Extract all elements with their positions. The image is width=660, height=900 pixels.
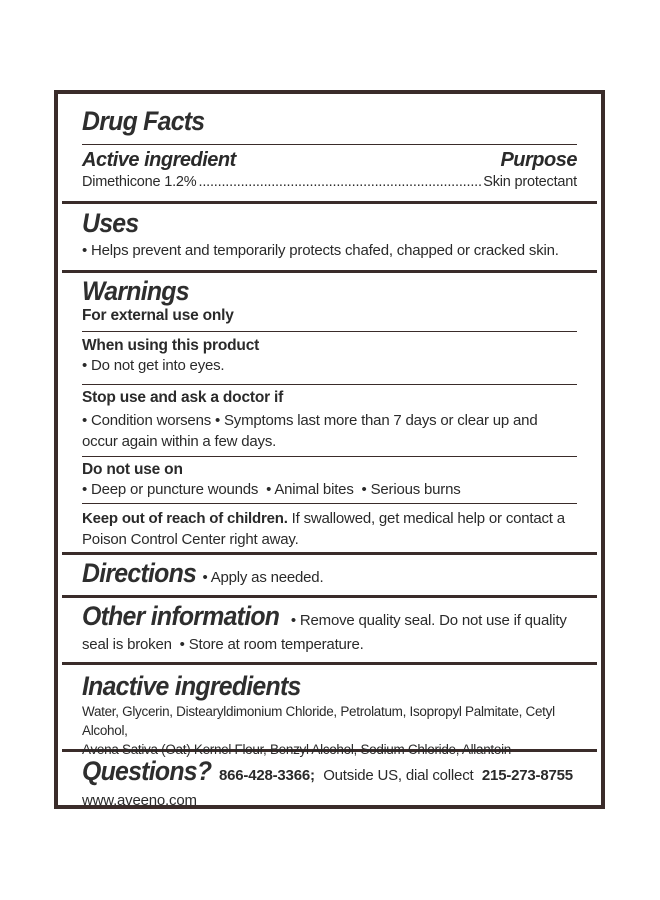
warnings-section	[82, 273, 577, 331]
active-ingredient-heading: Active ingredient	[82, 149, 236, 171]
do-not-use-text: • Deep or puncture wounds • Animal bites • Serious burns	[82, 481, 461, 498]
leader-dots	[198, 174, 481, 190]
ingredient-name: Dimethicone 1.2%	[82, 174, 197, 190]
inactive-section	[82, 665, 577, 757]
directions-text: • Apply as needed.	[202, 569, 324, 586]
when-using-text: • Do not get into eyes.	[82, 357, 225, 374]
stop-use-section	[82, 385, 577, 456]
other-info-text-2: seal is broken • Store at room temperature.	[82, 636, 364, 653]
do-not-use-section	[82, 457, 577, 503]
keep-out-line-2: Poison Control Center right away.	[82, 531, 299, 548]
warnings-heading: Warnings	[82, 276, 189, 306]
questions-heading: Questions?	[82, 756, 212, 786]
purpose-heading: Purpose	[500, 149, 577, 171]
keep-out-rest: If swallowed, get medical help or contact a	[287, 510, 565, 527]
questions-section	[82, 752, 577, 811]
directions-heading: Directions	[82, 558, 197, 588]
external-use-text: For external use only	[82, 307, 234, 324]
other-info-section	[82, 598, 577, 662]
title-section	[82, 94, 577, 144]
inactive-line-2: Avena Sativa (Oat) Kernel Flour, Benzyl Alcohol, Sodium Chloride, Allantoin	[82, 742, 511, 757]
uses-section	[82, 204, 577, 270]
do-not-use-heading: Do not use on	[82, 461, 183, 478]
keep-out-bold: Keep out of reach of children.	[82, 510, 288, 527]
stop-use-heading: Stop use and ask a doctor if	[82, 389, 284, 406]
questions-phone: 866-428-3366;	[218, 767, 315, 784]
keep-out-line-1	[82, 508, 577, 529]
inactive-line-1: Water, Glycerin, Distearyldimonium Chloride, Petrolatum, Isopropyl Palmitate, Cetyl Alcohol,	[82, 704, 555, 738]
stop-use-line-2: occur again within a few days.	[82, 433, 277, 450]
ingredient-purpose: Skin protectant	[483, 174, 577, 190]
website-link[interactable]: www.aveeno.com	[82, 792, 197, 809]
drug-facts-label	[54, 90, 605, 809]
page-title: Drug Facts	[82, 106, 205, 136]
questions-collect-phone: 215-273-8755	[481, 767, 573, 784]
uses-heading: Uses	[82, 208, 139, 238]
inactive-heading: Inactive ingredients	[82, 671, 301, 701]
other-info-heading: Other information	[82, 601, 280, 631]
ingredient-row	[82, 174, 577, 190]
keep-out-section	[82, 504, 577, 552]
directions-section	[82, 555, 577, 595]
other-info-text-1: • Remove quality seal. Do not use if quality	[290, 612, 567, 629]
when-using-section	[82, 332, 577, 384]
stop-use-line-1: • Condition worsens • Symptoms last more than 7 days or clear up and	[82, 412, 538, 429]
uses-text: • Helps prevent and temporarily protects chafed, chapped or cracked skin.	[82, 242, 559, 259]
questions-outside: Outside US, dial collect	[319, 767, 478, 784]
when-using-heading: When using this product	[82, 337, 260, 354]
active-ingredient-section	[82, 145, 577, 201]
